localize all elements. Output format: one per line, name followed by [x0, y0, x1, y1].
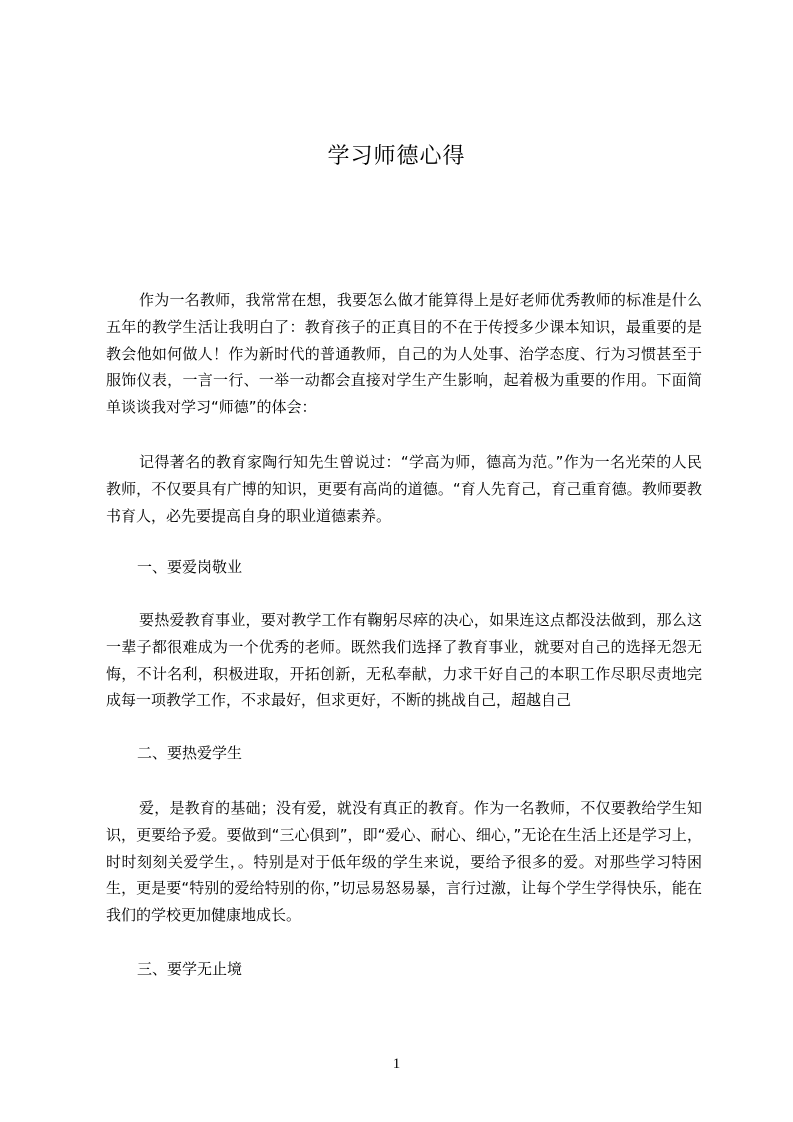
intro-paragraph: 作为一名教师，我常常在想，我要怎么做才能算得上是好老师优秀教师的标准是什么五年的教学生活让我明白了：教育孩子的正真目的不在于传授多少课本知识，最重要的是教会他如何做人！作为新时代的普通教师，自己的为人处事、治学态度、行为习惯甚至于服饰仪表，一言一行、一举一动都会直接对学生产生影响，起着极为重要的作用。下面简单谈谈我对学习“师德”的体会： — [106, 291, 702, 417]
page-title: 学习师德心得 — [327, 144, 466, 169]
section-body-1: 要热爱教育事业，要对教学工作有鞠躬尽瘁的决心，如果连这点都没法做到，那么这一辈子都很难成为一个优秀的老师。既然我们选择了教育事业，就要对自己的选择无怨无悔，不计名利，积极进取，开拓创新，无私奉献，力求干好自己的本职工作尽职尽责地完成每一项教学工作，不求最好，但求更好，不断的挑战自己，超越自己 — [106, 611, 702, 710]
page-number: 1 — [392, 1056, 401, 1072]
section-heading-2: 二、要热爱学生 — [137, 744, 243, 762]
section-body-2: 爱，是教育的基础；没有爱，就没有真正的教育。作为一名教师，不仅要教给学生知识，更要给予爱。要做到“三心俱到”，即“爱心、耐心、细心，”无论在生活上还是学习上，时时刻刻关爱学生，。特别是对于低年级的学生来说，要给予很多的爱。对那些学习特困生，更是要“特别的爱给特别的你，”切忌易怒易暴，言行过激，让每个学生学得快乐，能在我们的学校更加健康地成长。 — [106, 799, 702, 925]
section-heading-3: 三、要学无止境 — [137, 960, 243, 978]
section-heading-1: 一、要爱岗敬业 — [137, 558, 243, 576]
quote-paragraph: 记得著名的教育家陶行知先生曾说过：“学高为师，德高为范。”作为一名光荣的人民教师，不仅要具有广博的知识，更要有高尚的道德。“育人先育己，育己重育德。教师要教书育人，必先要提高自身的职业道德素养。 — [106, 453, 702, 525]
